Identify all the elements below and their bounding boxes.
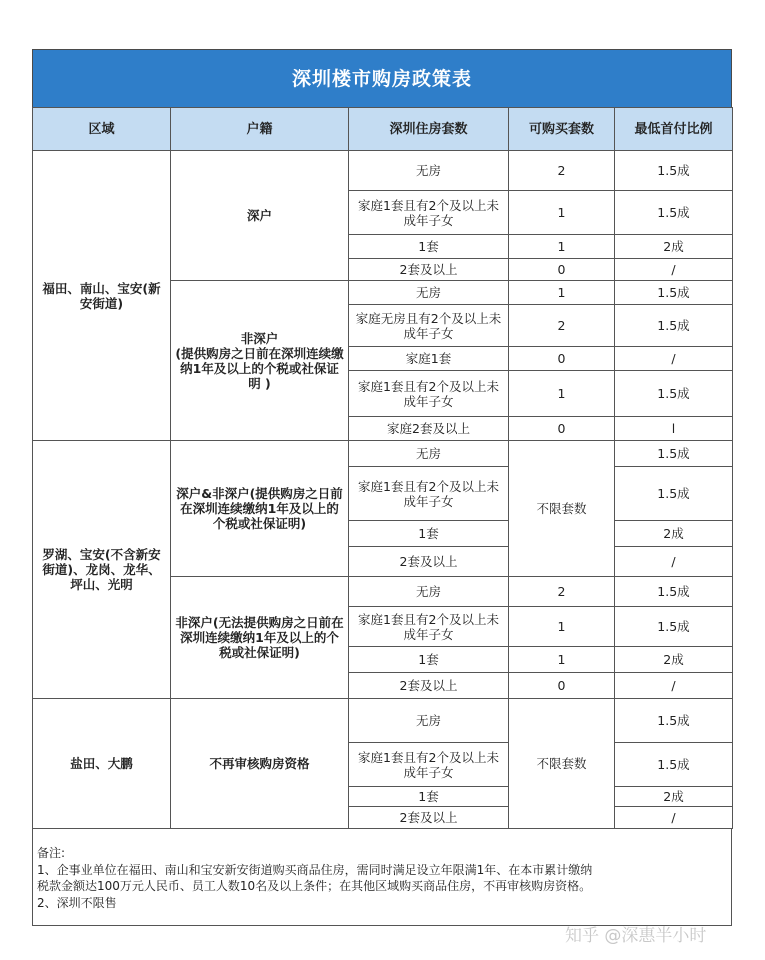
down-payment-cell: 2成 [615,787,733,807]
housing-count-cell: 无房 [349,441,509,467]
table-row [33,699,733,743]
down-payment-cell: l [615,417,733,441]
housing-count-cell: 家庭1套且有2个及以上未成年子女 [349,191,509,235]
table-title: 深圳楼市购房政策表 [32,49,732,107]
hukou-cell: 不再审核购房资格 [171,699,349,829]
housing-count-cell: 家庭1套 [349,347,509,371]
purchasable-count-cell: 0 [509,259,615,281]
purchasable-count-cell: 0 [509,417,615,441]
purchasable-count-cell: 1 [509,281,615,305]
down-payment-cell: 1.5成 [615,305,733,347]
housing-count-cell: 无房 [349,281,509,305]
table-row [33,441,733,467]
policy-table [32,107,733,829]
notes-line-3: 2、深圳不限售 [37,895,117,910]
housing-count-cell: 无房 [349,577,509,607]
down-payment-cell: 2成 [615,647,733,673]
down-payment-cell: / [615,807,733,829]
down-payment-cell: / [615,547,733,577]
housing-count-cell: 1套 [349,787,509,807]
policy-sheet [32,49,732,926]
down-payment-cell: 1.5成 [615,467,733,521]
down-payment-cell: / [615,673,733,699]
purchasable-count-cell: 1 [509,607,615,647]
housing-count-cell: 家庭2套及以上 [349,417,509,441]
header-purchasable-count: 可购买套数 [509,108,615,151]
notes [32,829,732,926]
down-payment-cell: 1.5成 [615,577,733,607]
down-payment-cell: 1.5成 [615,191,733,235]
hukou-cell: 深户&非深户(提供购房之日前在深圳连续缴纳1年及以上的个税或社保证明) [171,441,349,577]
watermark: 知乎 @深惠半小时 [565,926,707,946]
housing-count-cell: 2套及以上 [349,547,509,577]
down-payment-cell: 1.5成 [615,441,733,467]
housing-count-cell: 家庭1套且有2个及以上未成年子女 [349,467,509,521]
notes-line-1: 1、企事业单位在福田、南山和宝安新安街道购买商品住房，需同时满足设立年限满1年、在本市累计缴纳 [37,862,593,877]
purchasable-count-cell: 不限套数 [509,699,615,829]
housing-count-cell: 1套 [349,647,509,673]
region-cell: 盐田、大鹏 [33,699,171,829]
notes-line-2: 税款金额达100万元人民币、员工人数10名及以上条件；在其他区域购买商品住房，不再审核购房资格。 [37,879,592,893]
housing-count-cell: 家庭1套且有2个及以上未成年子女 [349,607,509,647]
housing-count-cell: 2套及以上 [349,259,509,281]
housing-count-cell: 2套及以上 [349,673,509,699]
hukou-cell: 非深户(无法提供购房之日前在深圳连续缴纳1年及以上的个税或社保证明) [171,577,349,699]
down-payment-cell: / [615,259,733,281]
header-min-down-payment: 最低首付比例 [615,108,733,151]
purchasable-count-cell: 2 [509,577,615,607]
hukou-cell: 非深户 (提供购房之日前在深圳连续缴纳1年及以上的个税或社保证明 ) [171,281,349,441]
header-region: 区域 [33,108,171,151]
down-payment-cell: 1.5成 [615,281,733,305]
purchasable-count-cell: 不限套数 [509,441,615,577]
purchasable-count-cell: 2 [509,305,615,347]
housing-count-cell: 无房 [349,699,509,743]
purchasable-count-cell: 0 [509,673,615,699]
purchasable-count-cell: 1 [509,371,615,417]
region-cell: 福田、南山、宝安(新安街道) [33,151,171,441]
region-cell: 罗湖、宝安(不含新安街道)、龙岗、龙华、坪山、光明 [33,441,171,699]
header-housing-count: 深圳住房套数 [349,108,509,151]
down-payment-cell: 1.5成 [615,607,733,647]
housing-count-cell: 无房 [349,151,509,191]
down-payment-cell: 1.5成 [615,699,733,743]
housing-count-cell: 1套 [349,235,509,259]
table-row [33,151,733,191]
down-payment-cell: 1.5成 [615,371,733,417]
housing-count-cell: 家庭1套且有2个及以上未成年子女 [349,371,509,417]
down-payment-cell: 2成 [615,235,733,259]
header-hukou: 户籍 [171,108,349,151]
housing-count-cell: 家庭1套且有2个及以上未成年子女 [349,743,509,787]
housing-count-cell: 家庭无房且有2个及以上未成年子女 [349,305,509,347]
purchasable-count-cell: 1 [509,647,615,673]
hukou-cell: 深户 [171,151,349,281]
header-row [33,108,733,151]
purchasable-count-cell: 2 [509,151,615,191]
down-payment-cell: 1.5成 [615,743,733,787]
down-payment-cell: 2成 [615,521,733,547]
purchasable-count-cell: 1 [509,191,615,235]
purchasable-count-cell: 1 [509,235,615,259]
down-payment-cell: / [615,347,733,371]
purchasable-count-cell: 0 [509,347,615,371]
notes-heading: 备注: [37,846,66,860]
housing-count-cell: 2套及以上 [349,807,509,829]
housing-count-cell: 1套 [349,521,509,547]
down-payment-cell: 1.5成 [615,151,733,191]
